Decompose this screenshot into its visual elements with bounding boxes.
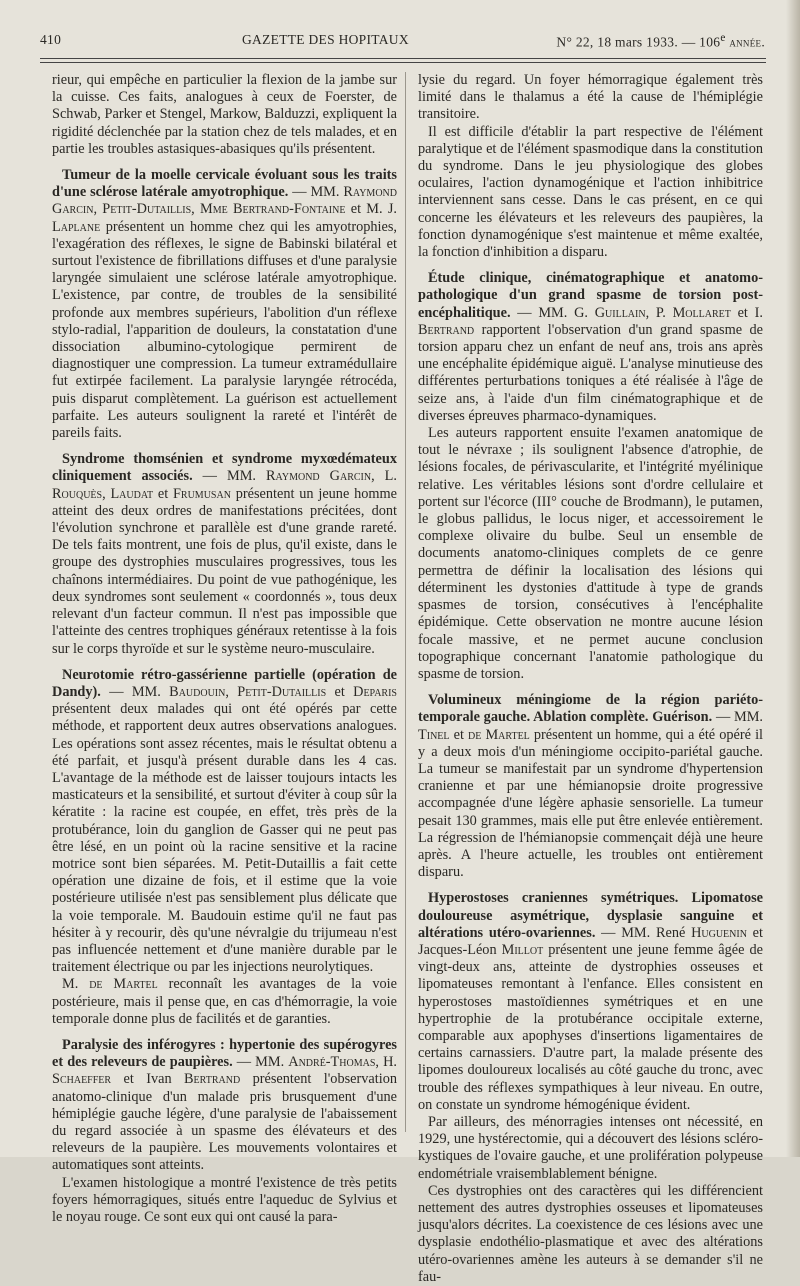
author-names: Tinel xyxy=(418,726,450,743)
author-names: Frumusan xyxy=(172,485,231,502)
continued-paragraph: rieur, qui empêche en particulier la flexion de la jambe sur la cuisse. Ces faits, analogues à ceux de Foerster, de Schwab, Parker et Stengel, Markow, Balduzzi, expliquent la rigidité déclenchée par la station chez de tels malades, et en partie les troubles astasiques-abasiques qu'ils présentent. xyxy=(52,72,397,157)
article-syndrome-thomsenien: Syndrome thomsénien et syndrome myxœdémateux cliniquement associés. — MM. Raymond Garcin, L. Rouquès, Laudat et Frumusan présentent un jeune homme atteint des deux ordres de manifestations précitées, dont l'évolution synchrone et parallèle est d'une grande rareté. De tels faits montrent, une fois de plus, qu'il existe, dans le groupe des dystrophies musculaires progressives, tous les chaînons intermédiaires. Du point de vue pathogénique, les deux syndromes sont seulement « coordonnés », tous deux relevant d'un facteur commun. Il n'est pas impossible que l'atteinte des centres trophiques généraux retentisse à la fois sur le corps thyroïde et sur le système neuro-musculaire. xyxy=(52,451,397,657)
article-neurotomie: Neurotomie rétro-gassérienne partielle (opération de Dandy). — MM. Baudouin, Petit-Dutaillis et Deparis présentent deux malades qui ont été opérés par cette méthode, et rapportent deux autres observations analogues. Les opérations sont assez récentes, mais le résultat obtenu a été parfait, et jusqu'à présent durable dans les 4 cas. L'avantage de la méthode est de laisser toujours intacts les masticateurs et la sensibilité, et surtout d'éviter à coup sûr la kératite : la racine est coupée, en effet, très près de la protubérance, loin du ganglion de Gasser qui ne peut pas être lésé, en un point où la racine sensitive et la racine motrice sont bien séparées. M. Petit-Dutaillis a fait cette opération une dizaine de fois, et il estime que la voie postérieure utilisée n'est pas sensiblement plus délicate que la voie temporale. M. Baudouin estime qu'il ne faut pas hésiter à y recourir, dès qu'une névralgie du trijumeau n'est pas influencée nettement et d'une manière durable par le traitement électrique ou par les injections neurolytiques. xyxy=(52,666,397,976)
author-names: Mollaret xyxy=(672,304,731,321)
author-names: Schaeffer xyxy=(52,1071,112,1088)
author-names: Raymond Garcin, L. Rouquès, Laudat xyxy=(52,468,397,502)
article-title: Étude clinique, cinématographique et anatomo-pathologique d'un grand spasme de torsion post-encéphalitique. xyxy=(418,270,763,321)
author-names: Huguenin xyxy=(691,924,747,941)
article-meningiome: Volumineux méningiome de la région pariéto-temporale gauche. Ablation complète. Guérison. — MM. Tinel et de Martel présentent un homme, qui a été opéré il y a deux mois d'un méningiome occipito-pariétal gauche. La tumeur se manifestait par un syndrome d'hypertension cranienne et par une hémianopsie droite progressive accompagnée d'une légère aphasie sensorielle. La tumeur pesait 130 grammes, mais elle put être enlevée entièrement. La régression de l'hémianopsie commençait déjà une heure après. A l'heure actuelle, les troubles ont entièrement disparu. xyxy=(418,692,764,881)
journal-title: GAZETTE DES HOPITAUX xyxy=(242,32,409,47)
article-title: Paralysie des inférogyres : hypertonie des supérogyres et des releveurs de paupières. xyxy=(52,1036,397,1071)
author-names: de Martel xyxy=(89,976,158,993)
article-title: Volumineux méningiome de la région pariéto-temporale gauche. Ablation complète. Guérison. xyxy=(418,692,763,726)
author-names: Deparis xyxy=(353,683,397,700)
author-names: Raymond Garcin, Petit-Dutaillis, Mme Bertrand-Fontaine xyxy=(52,184,397,218)
author-names: Guillain xyxy=(594,304,646,321)
author-names: André-Thomas xyxy=(288,1054,376,1071)
paragraph-examen-anatomique: Les auteurs rapportent ensuite l'examen anatomique de tout le névraxe ; ils soulignent l'absence d'atrophie, de lésions focales, de périvascularite, et l'intégrité myélinique relative. Les véritables lésions sont d'ordre cellulaire et portent sur l'écorce (III° couche de Brodmann), le putamen, le globus pallidus, le locus niger, et accessoirement le complexe olivaire du bulbe. Seul un ensemble de documents anatomo-cliniques complets de ce genre permettra de définir la localisation des lésions qui déterminent les dystonies d'attitude à type de grands spasmes de torsion, consécutives à l'encéphalite épidémique. Cette observation ne montre aucune lésion focale massive, et ne permet aucune conclusion topographique concernant l'anatomie pathologique du spasme de torsion. xyxy=(418,425,763,682)
header-rule-top xyxy=(40,58,766,59)
header-rule-bottom xyxy=(40,62,766,63)
article-paralysie-inferogyres: Paralysie des inférogyres : hypertonie des supérogyres et des releveurs de paupières. — MM. André-Thomas, H. Schaeffer et Ivan Bertrand présentent l'observation anatomo-clinique d'un malade pris brusquement d'une hémiplégie gauche légère, d'une paralysie de l'abaissement du regard associée à un spasme des élévateurs et des releveurs de la paupière. Les mouvements volontaires et automatiques sont atteints. xyxy=(52,1036,397,1174)
left-column xyxy=(52,72,397,1226)
paragraph-dystrophies: Ces dystrophies ont des caractères qui les différencient nettement des autres dystrophies osseuses et lipomateuses jusqu'alors décrites. La coexistence de ces lésions avec une dysplasie endothélio-plasmatique et avec des altérations utéro-ovariennes amène les auteurs à se demander s'il ne fau- xyxy=(418,1182,763,1285)
issue-year-label: année. xyxy=(729,34,765,50)
article-spasme-torsion: Étude clinique, cinématographique et anatomo-pathologique d'un grand spasme de torsion post-encéphalitique. — MM. G. Guillain, P. Mollaret et I. Bertrand rapportent l'observation d'un grand spasme de torsion apparu chez un enfant de neuf ans, trois ans après une encéphalite épidémique aiguë. L'analyse minutieuse des différentes perturbations toniques a été réalisée à l'âge de seize ans, à l'aide d'un film cinématographique et de diverses épreuves pharmaco-dynamiques. xyxy=(418,270,763,424)
article-hyperostoses: Hyperostoses craniennes symétriques. Lipomatose douloureuse asymétrique, dysplasie sanguine et altérations utéro-ovariennes. — MM. René Huguenin et Jacques-Léon Millot présentent une jeune femme âgée de vingt-deux ans, atteinte de dystrophies osseuses et lipomateuses remontant à l'enfance. Elles consistent en hyperostoses mastoïdiennes symétriques et en une hypertrophie de la protubérance occipitale externe, comparable aux apophyses d'insertions ligamentaires de certains carnassiers. D'autre part, la malade présente des lipomes douloureux localisés au côté gauche du tronc, avec trouble des réflexes sympathiques à leur niveau. En outre, on constate un syndrome hémogénique évident. xyxy=(418,890,763,1113)
author-names: de Martel xyxy=(468,726,530,743)
article-title: Syndrome thomsénien et syndrome myxœdémateux cliniquement associés. xyxy=(52,451,397,485)
author-names: Baudouin, Petit-Dutaillis xyxy=(169,683,327,700)
article-title: Hyperostoses craniennes symétriques. Lipomatose douloureuse asymétrique, dysplasie sanguine et altérations utéro-ovariennes. xyxy=(418,890,763,941)
running-header xyxy=(40,32,765,56)
paragraph-examen-histologique: L'examen histologique a montré l'existence de très petits foyers hémorragiques, situés entre l'aqueduc de Sylvius et le noyau rouge. Ce sont eux qui ont causé la para- xyxy=(52,1174,397,1225)
page-edge-shadow xyxy=(786,0,800,1157)
page-number: 410 xyxy=(40,32,62,47)
issue-number-date: N° 22, 18 mars 1933. — 106 xyxy=(556,34,721,50)
author-names: Laplane xyxy=(52,218,101,235)
article-title: Neurotomie rétro-gassérienne partielle (opération de Dandy). xyxy=(52,666,397,700)
paragraph-de-martel: M. de Martel reconnaît les avantages de la voie postérieure, mais il pense que, en cas d'hémorragie, la voie temporale donne plus de facilités et de garanties. xyxy=(52,976,397,1027)
article-title: Tumeur de la moelle cervicale évoluant sous les traits d'une sclérose latérale amyotrophique. xyxy=(52,167,397,201)
column-separator xyxy=(405,72,406,1132)
paragraph-menorragies: Par ailleurs, des ménorragies intenses ont nécessité, en 1929, une hystérectomie, qui a découvert des lésions scléro-kystiques de l'ovaire gauche, et une prolifération polypeuse endométriale vraisemblablement bénigne. xyxy=(418,1113,763,1182)
right-column xyxy=(418,72,763,1286)
author-names: Bertrand xyxy=(418,321,475,338)
issue-ordinal: e xyxy=(720,32,726,44)
issue-info xyxy=(556,32,765,51)
continued-paragraph: lysie du regard. Un foyer hémorragique également très limité dans le thalamus a été la cause de l'hémiplégie transitoire. xyxy=(418,72,763,123)
paragraph-element-paralytique: Il est difficile d'établir la part respective de l'élément paralytique et de l'élément spasmodique dans la constitution du syndrome. Dans le jeu physiologique des globes oculaires, l'action dynamogénique et l'action inhibitrice interviennent sans cesse. Dans le cas présent, en ce qui concerne les élévateurs et les releveurs des paupières, la fonction dynamogénique s'est maintenue et même exaltée, la fonction d'inhibition a disparu. xyxy=(418,123,763,261)
author-names: Bertrand xyxy=(184,1071,241,1088)
article-tumeur-moelle: Tumeur de la moelle cervicale évoluant sous les traits d'une sclérose latérale amyotrophique. — MM. Raymond Garcin, Petit-Dutaillis, Mme Bertrand-Fontaine et M. J. Laplane présentent un homme chez qui les amyotrophies, l'exagération des réflexes, le signe de Babinski bilatéral et surtout l'existence de fibrillations diffuses et d'une paralysie laryngée simulaient une sclérose latérale amyotrophique. L'existence, par contre, de troubles de la sensibilité profonde aux membres supérieurs, l'abolition d'un réflexe stylo-radial, l'apparition de douleurs, la constatation d'une dissociation albumino-cytologique permirent de diagnostiquer une compression. La tumeur extramédullaire fut extirpée facilement. La paralysie laryngée rétrocéda, puis disparut complètement. La guérison est actuellement parfaite. Les auteurs soulignent la rareté et l'intérêt de pareils faits. xyxy=(52,167,397,442)
author-names: Millot xyxy=(501,941,544,958)
